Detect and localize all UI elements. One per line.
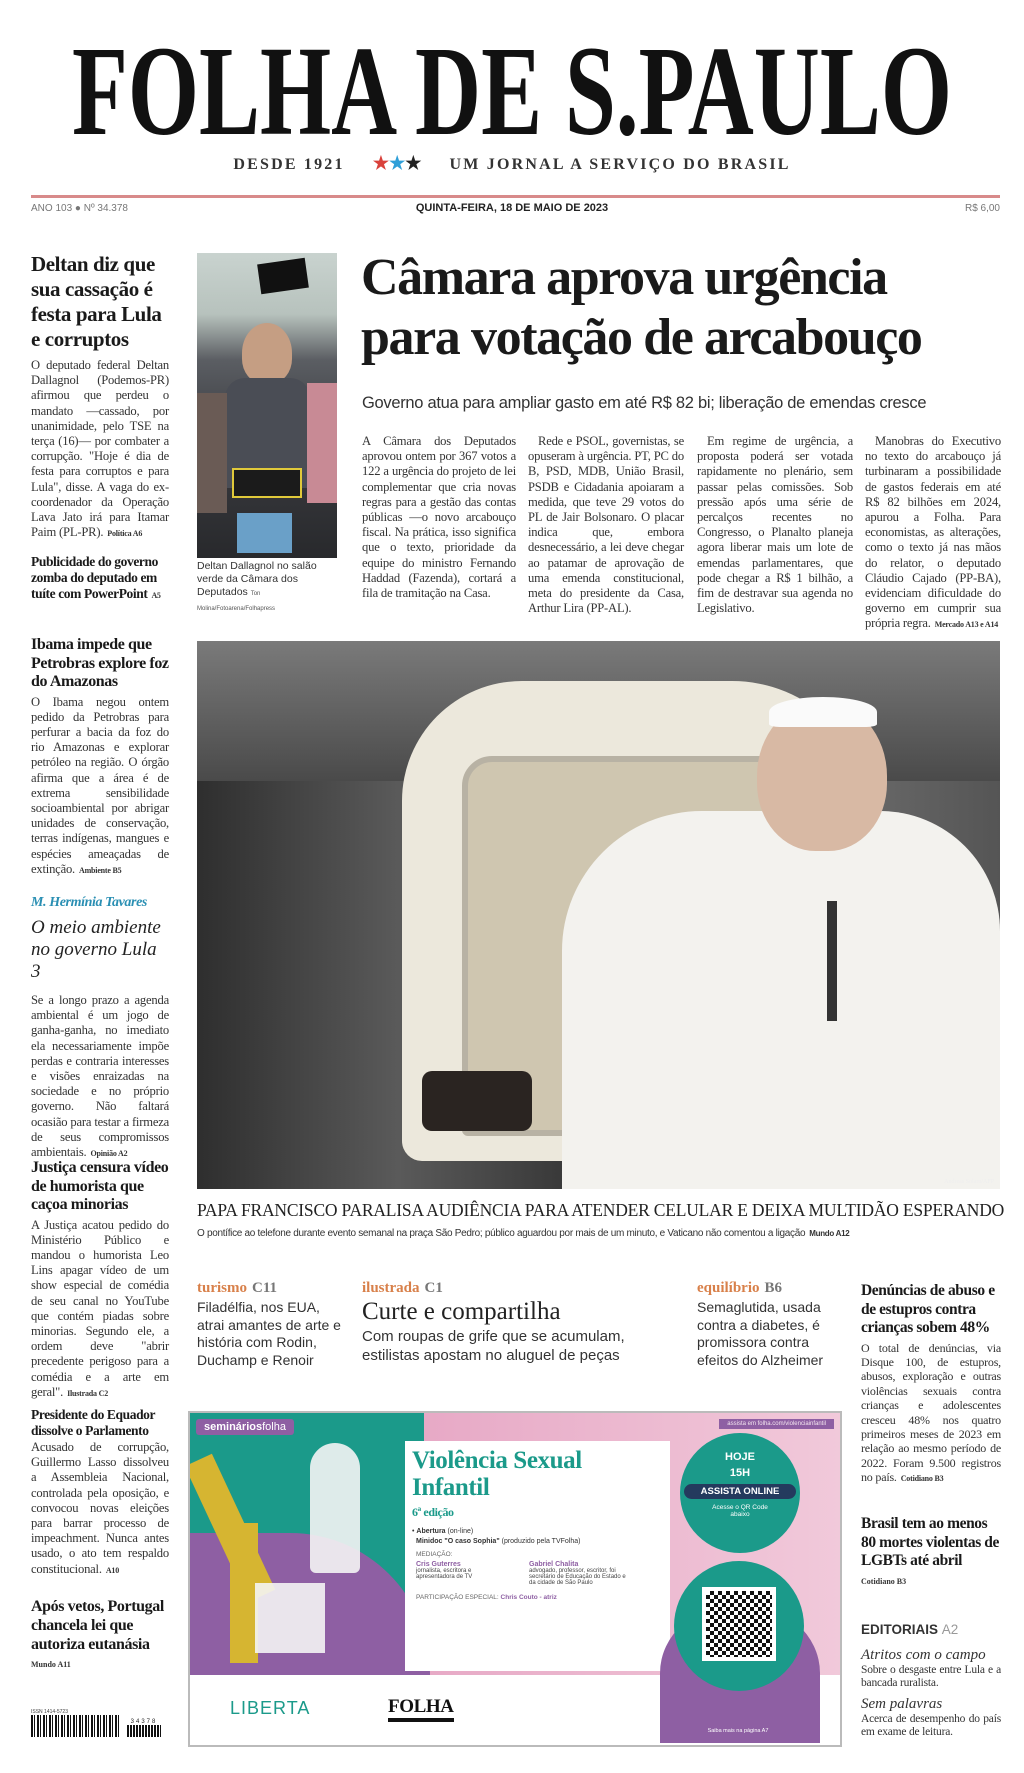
tagline — [0, 153, 1024, 174]
story-body: O Ibama negou ontem pedido da Petrobras para perfurar a bacia da foz do rio Amazonas e explorar petróleo na região. O órgão afirma que a área é de extrema sensibilidade socioambiental por abrigar unidades de conservação, terras indígenas, mangues e espécies ameaçadas de extinção. Ambiente B5 — [31, 694, 169, 876]
qr-code-icon[interactable] — [702, 1587, 776, 1661]
story-body: O deputado federal Deltan Dallagnol (Podemos-PR) afirmou que perdeu o mandato —cassado, por unanimidade, pelo TSE na terça (16)— por combater a corrupção. "Hoje é dia de festa para corruptos e para Lula", disse. A vaga do ex-coordenador da Operação Lava Jato irá para Itamar Paim (PL-PR). Política A6 — [31, 358, 169, 540]
since: DESDE 1921 — [233, 156, 345, 173]
author: M. Hermínia Tavares — [31, 895, 147, 910]
header-rule — [31, 195, 1000, 198]
story-body: A Justiça acatou pedido do Ministério Público e mandou o humorista Leo Lins apagar vídeo de um show especial de comédia de seu canal no YouTube que contém piadas sobre minorias. Segundo ele, a ordem deve "abrir precedente perigoso para a comédia e a arte em geral". Ilustrada C2 — [31, 1217, 169, 1399]
lead-deck: Governo atua para ampliar gasto em até R$ 82 bi; liberação de emendas cresce — [362, 394, 927, 412]
story-justica[interactable] — [31, 1159, 169, 1401]
headline[interactable]: Após vetos, Portugal chancela lei que autoriza eutanásia — [31, 1598, 164, 1653]
lead-column-3: Em regime de urgência, a proposta poderá ser votada rapidamente no plenário, sem passar pelas comissões. Sob pressão após uma série de percalços recentes no Congresso, o Planalto planeja agora liberar mais um lote de emendas parlamentares, que pode chegar a R$ 1 bilhão, a fim de destravar sua agenda no Legislativo. — [697, 434, 853, 616]
headline[interactable]: Justiça censura vídeo de humorista que caçoa minorias — [31, 1159, 169, 1213]
lead-column-2: Rede e PSOL, governistas, se opuseram à urgência. PT, PC do B, PSD, MDB, União Brasil, PSDB e Cidadania apoiaram a medida, que teve 29 votos do PL de Jair Bolsonaro. O placar indica que, embora desnecessário, a lei deve chegar ao patamar de aprovação de uma emenda constitucional, meta do presidente da Casa, Arthur Lira (PP-AL). — [528, 434, 684, 616]
sponsor-logo: LIBERTA — [230, 1698, 311, 1718]
lead-column-1: A Câmara dos Deputados aprovou ontem por 367 votos a 122 a urgência do projeto de lei complementar que cria novas regras para a gestão das contas públicas —o novo arcabouço fiscal. Na prática, isso significa que o texto, prioridade da equipe do ministro Fernando Haddad (Fazenda), cortará a fila de tramitação na Casa. — [362, 434, 516, 601]
page-ref: Política A6 — [107, 529, 143, 539]
barcode: ISSN 1414-5723 34378 — [31, 1709, 171, 1737]
photo-credit: Ton Molina/Fotoarena/Folhapress — [197, 591, 276, 612]
headline[interactable]: Ibama impede que Petrobras explore foz do Amazonas — [31, 636, 169, 690]
issue-date: QUINTA-FEIRA, 18 DE MAIO DE 2023 — [415, 202, 609, 214]
edition-number: ANO 103 ● Nº 34.378 — [31, 203, 128, 214]
story-denuncias[interactable] — [861, 1282, 1001, 1487]
photo-credit: Andreas Solaro/AFP — [944, 1179, 994, 1185]
section-equilibrio[interactable]: equilíbrio B6 Semaglutida, usada contra a diabetes, é promissora contra efeitos do Alzheimer — [697, 1280, 824, 1368]
story-portugal[interactable] — [31, 1597, 171, 1669]
editoriais[interactable]: EDITORIAIS A2 Atritos com o campo Sobre o desgaste entre Lula e a bancada ruralista. Sem palavras Acerca de desempenho do país em exame de leitura. — [861, 1622, 1001, 1738]
section-turismo[interactable]: turismo C11 Filadélfia, nos EUA, atrai amantes de arte e história com Rodin, Duchamp e Renoir — [197, 1280, 341, 1368]
photo-caption: Deltan Dallagnol no salão verde da Câmara dos Deputados Ton Molina/Fotoarena/Folhapress — [197, 560, 317, 612]
story-body: Acusado de corrupção, Guillermo Lasso dissolveu a Assembleia Nacional, controlada pela oposição, e convocou novas eleições para barrar processo de impeachment. Nunca antes usado, o ato tem respaldo constitucional. A10 — [31, 1440, 169, 1576]
headline[interactable]: Brasil tem ao menos 80 mortes violentas de LGBTs até abril — [861, 1515, 999, 1569]
headline[interactable]: Presidente do Equador dissolve o Parlamento — [31, 1407, 155, 1438]
lead-headline[interactable]: Câmara aprova urgência para votação de arcabouço — [361, 249, 922, 366]
pope-photo — [197, 641, 1000, 1189]
page-ref: Mercado A13 e A14 — [934, 620, 999, 630]
page-ref: Mundo A11 — [31, 1660, 71, 1669]
seminar-ad[interactable]: semináriosfolha assista em folha.com/violenciainfantil Violência Sexual Infantil 6ª edição • Abertura (on-line) Minidoc "O caso Sophia" (produzido pela TVFolha) MEDIAÇÃO: Cris Guterres jornalista, escritora e apresentadora de TV Gabriel Chalita advogado, professor, escritor, foi secretário de Educação do Estado e da cidade de São Paulo PARTICIPAÇÃO ESPECIAL: Chris Couto - atriz HOJE 15H ASSISTA ONLINE Acesse o QR Code abaixo Saiba mais na página A7 LIBERTA FOLHA — [188, 1411, 842, 1747]
story-body: O total de denúncias, via Disque 100, de estupros, abusos, exploração e outras violências sexuais contra crianças e adolescentes cresceu 48% nos quatro primeiros meses de 2023 em relação ao mesmo período de 2022. Foram 9.500 registros no país. Cotidiano B3 — [861, 1340, 1001, 1485]
opinion-title[interactable]: O meio ambiente no governo Lula 3 — [31, 917, 161, 982]
story-deltan[interactable] — [31, 252, 169, 541]
masthead-title: FOLHA DE S.PAULO — [72, 22, 952, 144]
headline[interactable]: Denúncias de abuso e de estupros contra crianças sobem 48% — [861, 1282, 995, 1336]
headline[interactable]: Publicidade do governo zomba do deputado em tuíte com PowerPoint A5 — [31, 554, 161, 601]
story-body: Se a longo prazo a agenda ambiental é um jogo de ganha-ganha, no imediato ela necessariamente impõe perdas e contraria interesses e visões enraizadas na sociedade e no próprio governo. Não faltará ocasião para testar a firmeza de seus compromissos ambientais. Opinião A2 — [31, 993, 169, 1160]
ad-url[interactable]: assista em folha.com/violenciainfantil — [719, 1419, 834, 1429]
stars-icon: ★★★ — [372, 153, 422, 173]
pope-subheadline: O pontífice ao telefone durante evento semanal na praça São Pedro; público aguardou por mais de um minuto, e Vaticano não comentou a ligação Mundo A12 — [197, 1228, 850, 1239]
ad-title: Violência Sexual Infantil — [412, 1447, 582, 1501]
opinion-column[interactable] — [31, 895, 169, 1161]
motto: UM JORNAL A SERVIÇO DO BRASIL — [449, 156, 791, 173]
masthead-logo — [60, 22, 964, 144]
story-lgbt[interactable]: Brasil tem ao menos 80 mortes violentas de LGBTs até abril Cotidiano B3 — [861, 1515, 999, 1586]
headline[interactable]: Deltan diz que sua cassação é festa para Lula e corruptos — [31, 252, 162, 351]
watch-online-button: ASSISTA ONLINE — [684, 1484, 796, 1499]
deltan-photo — [197, 253, 337, 558]
story-ibama[interactable] — [31, 636, 169, 878]
pope-headline[interactable]: PAPA FRANCISCO PARALISA AUDIÊNCIA PARA ATENDER CELULAR E DEIXA MULTIDÃO ESPERANDO — [197, 1200, 1005, 1220]
ad-content: Violência Sexual Infantil 6ª edição • Abertura (on-line) Minidoc "O caso Sophia" (produzido pela TVFolha) MEDIAÇÃO: Cris Guterres jornalista, escritora e apresentadora de TV Gabriel Chalita advogado, professor, escritor, foi secretário de Educação do Estado e da cidade de São Paulo PARTICIPAÇÃO ESPECIAL: Chris Couto - atriz — [412, 1447, 662, 1601]
story-equador[interactable] — [31, 1407, 169, 1578]
section-ilustrada[interactable]: ilustrada C1 Curte e compartilha Com roupas de grife que se acumulam, estilistas apostam no aluguel de peças — [362, 1280, 625, 1364]
price: R$ 6,00 — [964, 203, 1000, 214]
ad-live-badge[interactable]: HOJE 15H ASSISTA ONLINE Acesse o QR Code abaixo — [680, 1433, 800, 1553]
lead-column-4: Manobras do Executivo no texto do arcabouço já turbinaram a possibilidade de gastos federais em até R$ 82 bilhões em 2024, apurou a Folha. Para economistas, as alterações, como o texto já nas mãos do relator, o deputado Cláudio Cajado (PP-BA), evidenciam dificuldade do governo em cumprir sua própria regra. Mercado A13 e A14 — [865, 434, 1001, 631]
ad-brand: semináriosfolha — [196, 1419, 294, 1435]
story-publicidade[interactable] — [31, 554, 171, 604]
publisher-logo: FOLHA — [388, 1696, 454, 1722]
